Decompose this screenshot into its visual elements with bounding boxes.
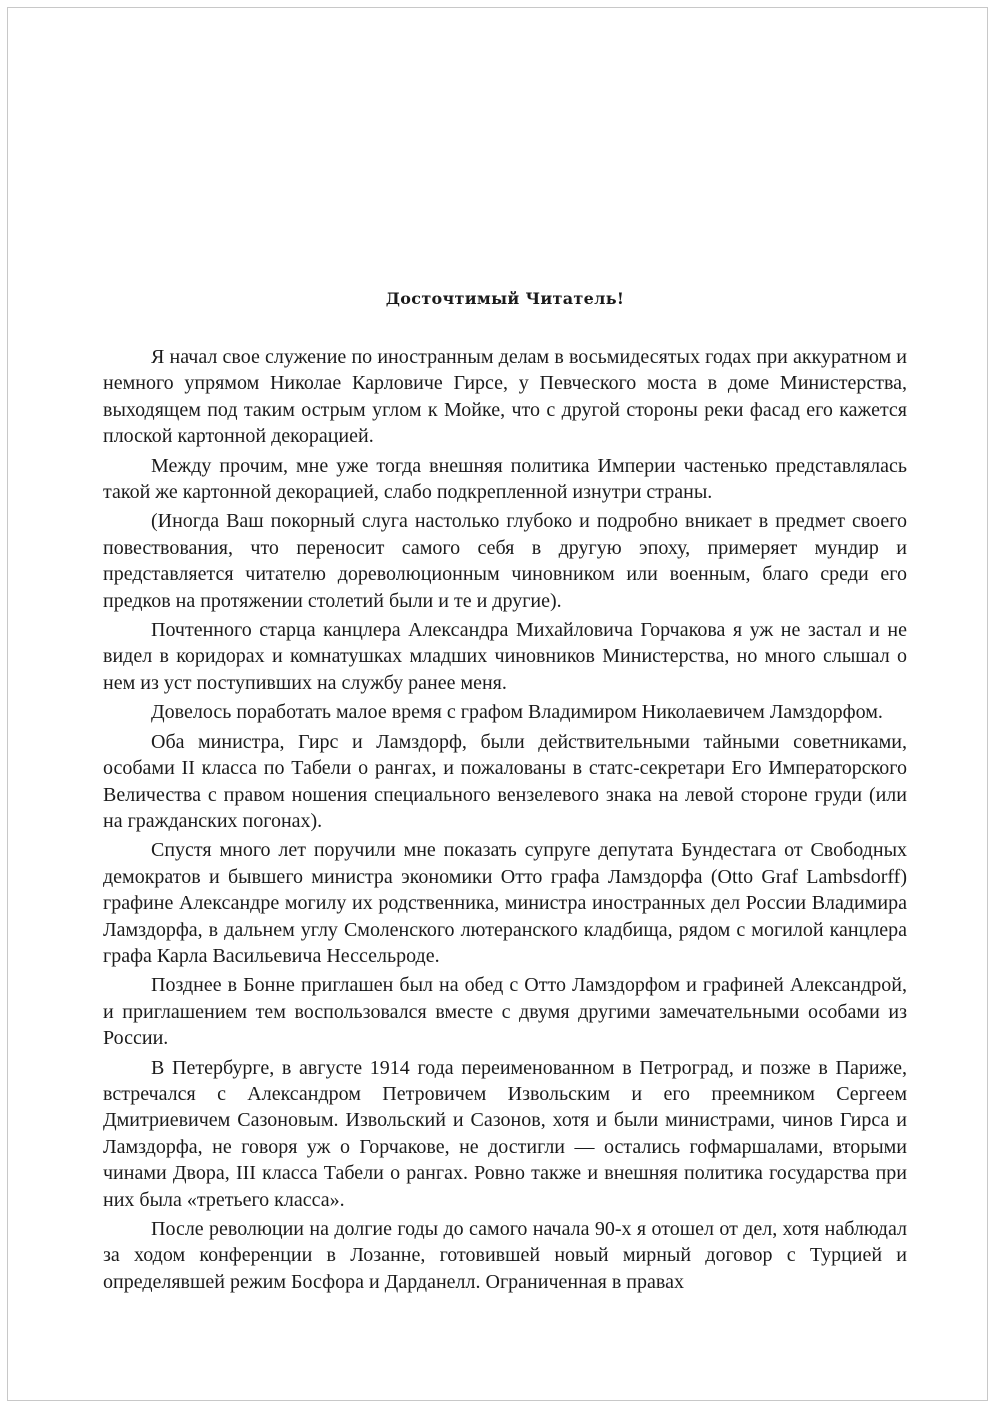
paragraph-5: Довелось поработать малое время с графом Владимиром Николаевичем Ламздорфом. [151, 701, 883, 724]
paragraph-9: В Петербурге, в августе 1914 года переименованном в Петроград, и позже в Париже, встречался с Александром Петровичем Извольским и его преемником Сергеем Дмитриевичем Сазоновым. Извольский и Сазонов, хотя и были министрами, чинов Гирса и Ламздорфа, не говоря уж о Горчакове, не достигли — остались гофмаршалами, вторыми чинами Двора, III класса Табели о рангах. Ровно также и внешняя политика государства при них была «третьего класса». [103, 1056, 907, 1211]
paragraph-7: Спустя много лет поручили мне показать супруге депутата Бундестага от Свободных демократов и бывшего министра экономики Отто графа Ламздорфа (Otto Graf Lambsdorff) графине Александре могилу их родственника, министра иностранных дел России Владимира Ламздорфа, в дальнем углу Смоленского лютеранского кладбища, рядом с могилой канцлера графа Карла Васильевича Нессельроде. [103, 839, 907, 967]
paragraph-3: (Иногда Ваш покорный слуга настолько глубоко и подробно вникает в предмет своего повествования, что переносит самого себя в другую эпоху, примеряет мундир и представляется читателю дореволюционным чиновником или военным, благо среди его предков на протяжении столетий были и те и другие). [103, 510, 907, 612]
paragraph-1: Я начал свое служение по иностранным делам в восьмидесятых годах при аккуратном и немного упрямом Николае Карловиче Гирсе, у Певческого моста в доме Министерства, выходящем под таким острым углом к Мойке, что с другой стороны реки фасад его кажется плоской картонной декорацией. [103, 346, 907, 448]
paragraph-4: Почтенного старца канцлера Александра Михайловича Горчакова я уж не застал и не видел в коридорах и комнатушках младших чиновников Министерства, но много слышал о нем из уст поступивших на службу ранее меня. [103, 619, 907, 694]
page-title: Досточтимый Читатель! [385, 289, 625, 308]
paragraph-2: Между прочим, мне уже тогда внешняя политика Империи частенько представлялась такой же картонной декорацией, слабо подкрепленной изнутри страны. [103, 454, 907, 504]
paragraph-6: Оба министра, Гирс и Ламздорф, были действительными тайными советниками, особами II класса по Табели о рангах, и пожалованы в статс-секретари Его Императорского Величества с правом ношения специального вензелевого знака на левой стороне груди (или на гражданских погонах). [103, 730, 907, 832]
page-text-block [103, 288, 907, 1295]
paragraph-10: После революции на долгие годы до самого начала 90-х я отошел от дел, хотя наблюдал за ходом конференции в Лозанне, готовившей новый мирный договор с Турцией и определявшей режим Босфора и Дарданелл. Ограниченная в правах [103, 1218, 907, 1293]
paragraph-8: Позднее в Бонне приглашен был на обед с Отто Ламздорфом и графиней Александрой, и приглашением тем воспользовался вместе с двумя другими замечательными особами из России. [103, 974, 907, 1050]
